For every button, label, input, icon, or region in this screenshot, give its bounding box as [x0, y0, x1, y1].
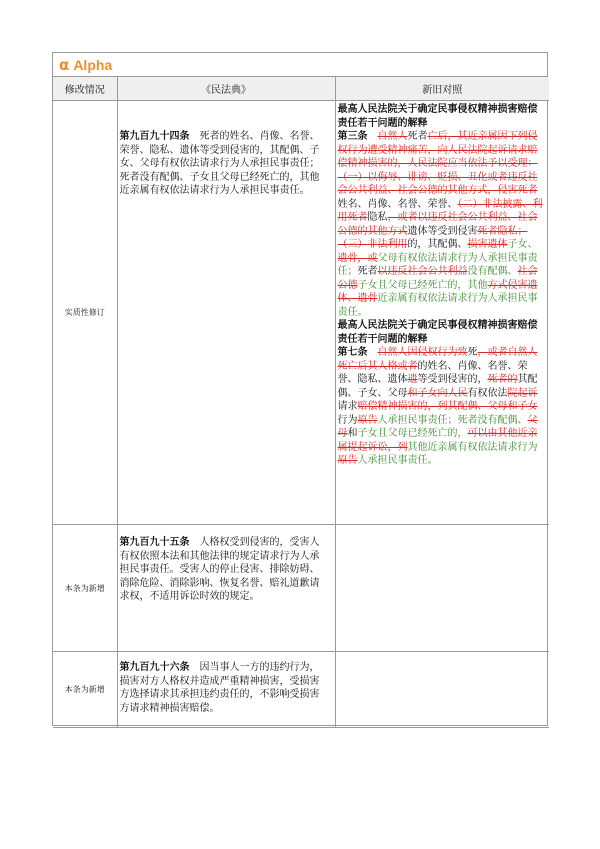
article-text: 人格权受到侵害的，受害人有权依照本法和其他法律的规定请求行为人承担民事责任。受害人的停止侵害、排除妨碍、消除危险、消除影响、恢复名誉、赔礼道歉请求权，不适用诉讼时效的规定。 — [119, 537, 320, 602]
inserted-text: 其他近亲属有权依法请求行为 — [407, 441, 538, 453]
deleted-text: （一）以侮辱、诽谤、贬损、丑化或者违反社会公共利益、社会公德的其他方式，侵害死者 — [337, 171, 538, 196]
comparison-text — [338, 131, 543, 318]
comparison-table — [53, 77, 549, 728]
alpha-logo-icon: α — [59, 55, 70, 74]
deleted-text: ，或者 — [477, 347, 508, 358]
retained-text: 有权依法 — [467, 387, 508, 399]
retained-text: 的，其配偶、 — [407, 239, 468, 250]
comparison-article-number: 第七条 — [337, 347, 368, 358]
comparison-cell — [335, 101, 549, 525]
retained-text: 死者 — [407, 131, 428, 142]
inserted-text: 近亲属有权依法请求行为人承担民事责任。 — [337, 293, 538, 318]
deleted-text: 父母 — [337, 414, 538, 439]
retained-text: 姓名、肖像、名誉、荣誉、 — [337, 198, 458, 210]
row-status-label: 本条为新增 — [53, 525, 117, 652]
comparison-source-title: 最高人民法院关于确定民事侵权精神损害赔偿责任若干问题的解释 — [337, 104, 538, 129]
retained-text: 隐私 — [367, 212, 388, 223]
deleted-text: 赔偿精神损害的，列其配偶、父母和子女 — [357, 401, 538, 412]
header-status: 修改情况 — [53, 77, 117, 101]
deleted-text: 原告 — [357, 414, 378, 426]
deleted-text: 遗骨 — [337, 252, 358, 264]
comparison-text — [338, 347, 538, 466]
header-civil-code: 《民法典》 — [117, 77, 335, 101]
brand-header — [53, 53, 547, 77]
comparison-cell-empty — [335, 525, 549, 652]
deleted-text: 死者的 — [487, 374, 518, 385]
brand-name: Alpha — [73, 56, 113, 73]
deleted-text: 院起诉 — [507, 387, 538, 399]
retained-text: 和 — [347, 428, 358, 439]
deleted-text: 原告 — [337, 455, 358, 466]
retained-text — [368, 347, 378, 358]
inserted-text: 没有配偶、 — [467, 266, 518, 277]
deleted-text: 可以由其他近亲属提起诉讼，列 — [337, 428, 538, 453]
retained-text: 等受到侵害的， — [417, 374, 488, 385]
table-row — [53, 525, 549, 652]
document-table-frame — [52, 52, 548, 726]
deleted-text: 自然人死亡后其人格或者 — [337, 347, 538, 372]
table-header-row — [53, 77, 549, 101]
article-number: 第九百九十六条 — [119, 662, 190, 673]
law-text-cell — [117, 525, 335, 652]
table-row — [53, 652, 549, 728]
article-text: 死者的姓名、肖像、名誉、荣誉、隐私、遗体等受到侵害的，其配偶、子女、父母有权依法请求行为人承担民事责任；死者没有配偶、子女且父母已经死亡的，其他近亲属有权依法请求行为人承担民事责任。 — [119, 131, 320, 196]
inserted-text: 人承担民事责任。 — [357, 455, 438, 466]
retained-text: 行为 — [337, 414, 358, 426]
article-number: 第九百九十五条 — [119, 537, 190, 548]
deleted-text: 自然人因侵权行为致 — [377, 347, 468, 358]
retained-text: 死者 — [357, 266, 378, 277]
comparison-cell-empty — [335, 652, 549, 728]
row-status-label: 本条为新增 — [53, 652, 117, 728]
deleted-text: ，或 — [357, 252, 378, 264]
deleted-text: （二）非法披露、利用死者 — [337, 198, 543, 223]
retained-text: 死 — [467, 347, 478, 358]
deleted-text: 死者隐私； — [477, 225, 528, 237]
deleted-text: ，或者以违反社会公共利益、社会公德的其他方式 — [337, 212, 538, 237]
retained-text: 其配偶、子女、父母 — [337, 374, 538, 399]
deleted-text: 亡后，其近亲属因下列侵权行为遭受精神痛苦，向人民法院起诉请求赔偿精神损害的，人民法院应当依法予以受理： — [337, 131, 538, 169]
comparison-source-title: 最高人民法院关于确定民事侵权精神损害赔偿责任若干问题的解释 — [337, 320, 538, 345]
inserted-text: 子女且父母已经死亡的，其他 — [357, 279, 488, 291]
article-number: 第九百九十四条 — [119, 131, 190, 142]
deleted-text: 以违反社会公共利益 — [377, 266, 468, 277]
deleted-text: 自然人 — [377, 131, 408, 142]
row-status-label: 实质性修订 — [53, 101, 117, 525]
law-text-cell — [117, 101, 335, 525]
law-text-cell — [117, 652, 335, 728]
deleted-text: 和子女向人民 — [407, 387, 468, 399]
deleted-text: 方式侵害遗体、遗骨 — [337, 279, 538, 304]
table-row — [53, 101, 549, 525]
inserted-text: 子女且父母已经死亡的， — [357, 428, 468, 439]
retained-text: 遗体等受到侵害 — [407, 225, 478, 237]
comparison-article-number: 第三条 — [337, 131, 368, 142]
retained-text: 请求 — [337, 401, 358, 412]
header-comparison: 新旧对照 — [335, 77, 549, 101]
inserted-text: 子女、 — [507, 239, 538, 250]
deleted-text: 损害遗体 — [467, 239, 508, 250]
article-text: 因当事人一方的违约行为，损害对方人格权并造成严重精神损害，受损害方选择请求其承担违约责任的，不影响受损害方请求精神损害赔偿。 — [119, 662, 320, 714]
retained-text: 的姓名、肖像、名誉、荣誉、隐私、遗体 — [337, 360, 528, 385]
inserted-text: 父母有权依法请求行为人承担民事责任； — [337, 252, 538, 277]
retained-text — [368, 131, 378, 142]
deleted-text: 社会公德 — [337, 266, 538, 291]
inserted-text: 人承担民事责任；死者没有配偶、 — [377, 414, 528, 426]
deleted-text: （三）非法利用 — [337, 239, 408, 250]
deleted-text: 遗 — [407, 374, 418, 385]
